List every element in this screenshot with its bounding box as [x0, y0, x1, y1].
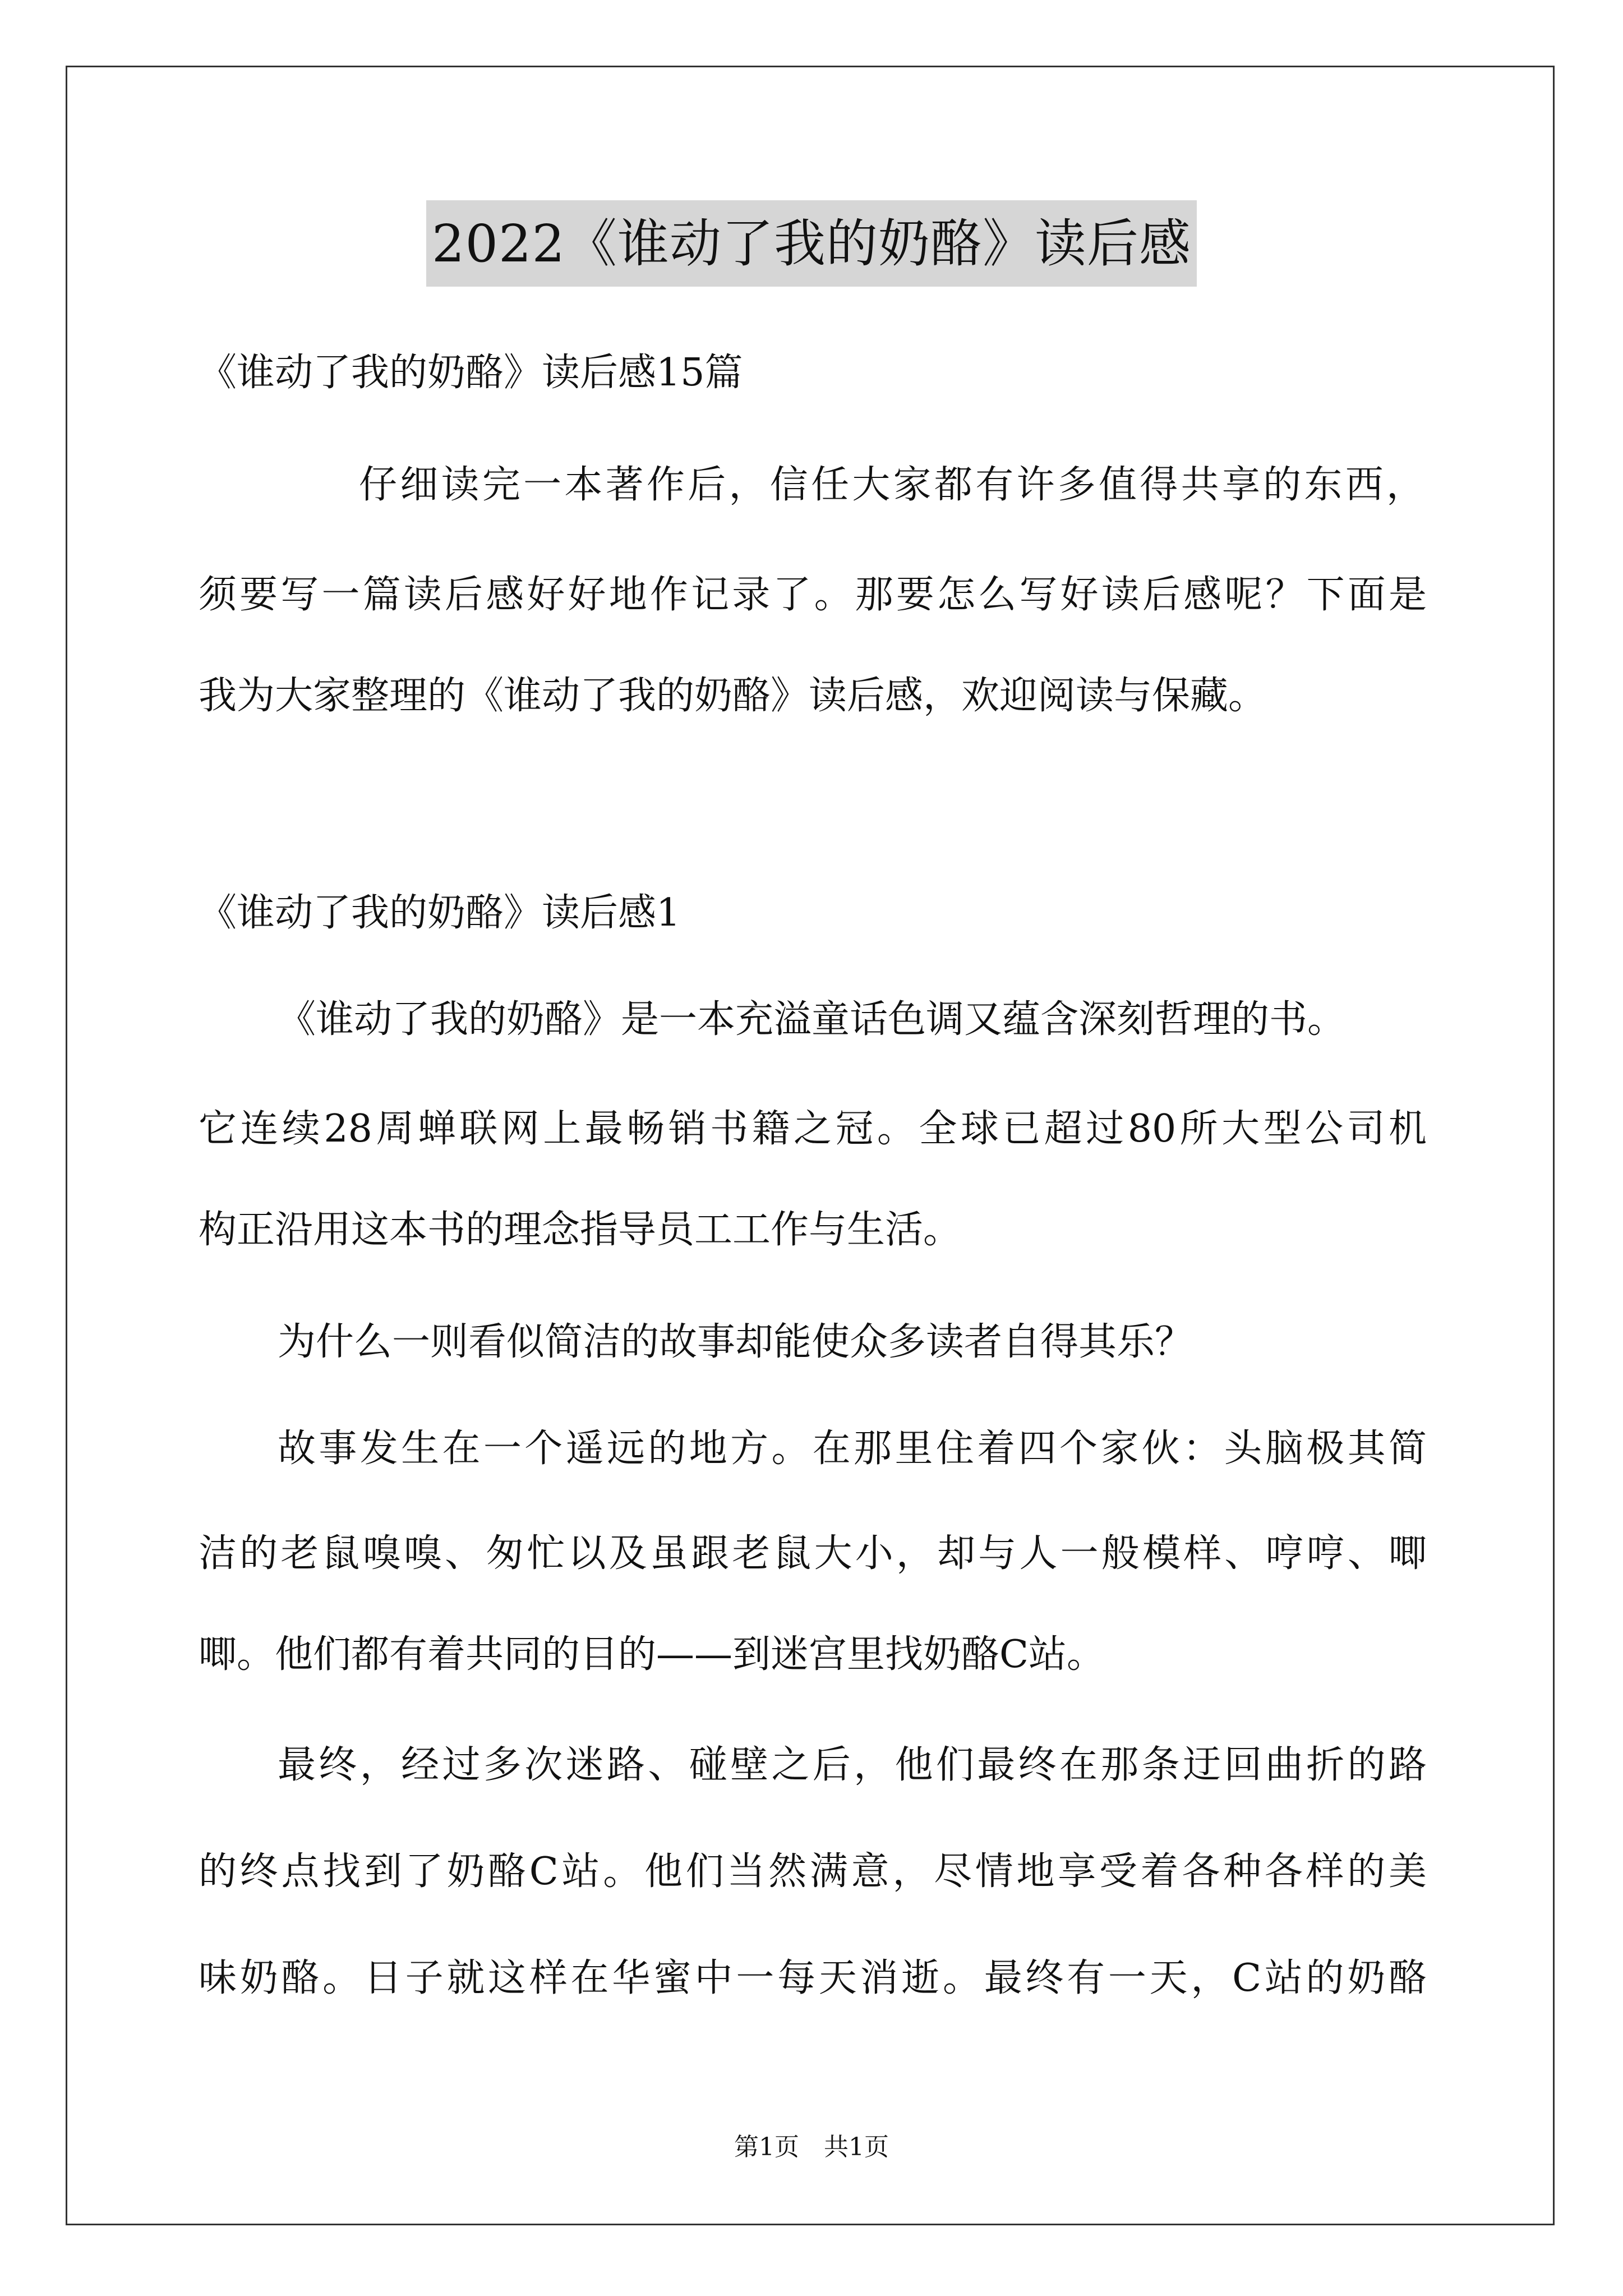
body-line: 它连续28周蝉联网上最畅销书籍之冠。全球已超过80所大型公司机 [199, 1107, 1427, 1151]
body-line: 仔细读完一本著作后，信任大家都有许多值得共享的东西， [359, 463, 1424, 507]
body-line: 故事发生在一个遥远的地方。在那里住着四个家伙：头脑极其简 [278, 1427, 1427, 1471]
subtitle-line: 《谁动了我的奶酪》读后感15篇 [199, 351, 743, 395]
body-line: 洁的老鼠嗅嗅、匆忙以及虽跟老鼠大小，却与人一般模样、哼哼、唧 [199, 1531, 1427, 1576]
body-line: 最终，经过多次迷路、碰壁之后，他们最终在那条迂回曲折的路 [278, 1743, 1427, 1787]
page-footer: 第1页 共1页 [734, 2133, 889, 2161]
body-line: 味奶酪。日子就这样在华蜜中一每天消逝。最终有一天，C站的奶酪 [199, 1956, 1427, 2000]
body-line: 构正沿用这本书的理念指导员工工作与生活。 [199, 1208, 962, 1252]
body-line: 为什么一则看似简洁的故事却能使众多读者自得其乐？ [278, 1320, 1193, 1364]
title-container [0, 200, 1623, 287]
body-line: 的终点找到了奶酪C站。他们当然满意，尽情地享受着各种各样的美 [199, 1849, 1427, 1894]
section-heading: 《谁动了我的奶酪》读后感1 [199, 891, 681, 935]
body-line: 唧。他们都有着共同的目的——到迷宫里找奶酪C站。 [199, 1632, 1105, 1677]
body-line: 我为大家整理的《谁动了我的奶酪》读后感，欢迎阅读与保藏。 [199, 674, 1267, 718]
body-line: 《谁动了我的奶酪》是一本充溢童话色调又蕴含深刻哲理的书。 [278, 997, 1346, 1042]
document-title: 2022《谁动了我的奶酪》读后感 [426, 200, 1197, 287]
body-line: 须要写一篇读后感好好地作记录了。那要怎么写好读后感呢？下面是 [199, 573, 1427, 617]
